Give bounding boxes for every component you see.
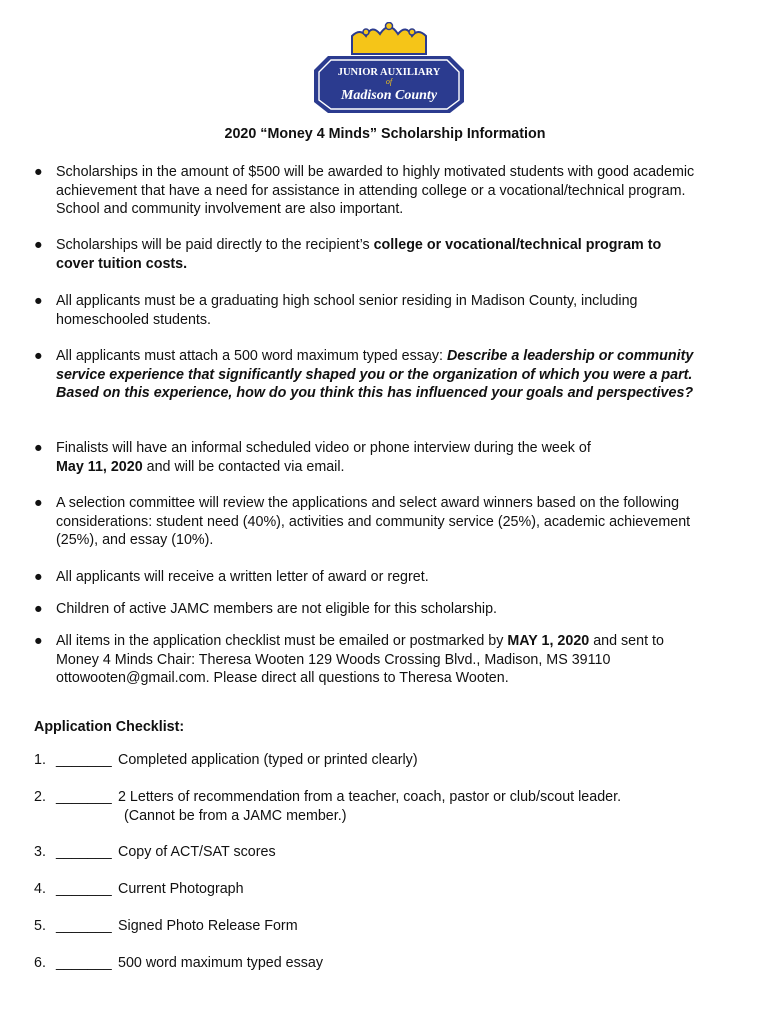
item-blank: _______ (56, 752, 112, 768)
checklist-heading: Application Checklist: (34, 719, 185, 735)
bullet-dot: ● (34, 495, 43, 511)
item-label: 500 word maximum typed essay (118, 955, 324, 971)
logo-line1: JUNIOR AUXILIARY (337, 67, 441, 78)
bullet-dot: ● (34, 348, 43, 364)
item-note: (Cannot be from a JAMC member.) (124, 807, 347, 824)
item-label: Current Photograph (118, 881, 244, 897)
bullet-text: All applicants will receive a written letter of award or regret. (56, 569, 429, 585)
item-blank: _______ (56, 844, 112, 860)
bullet-dot: ● (34, 601, 43, 617)
bullet-dot: ● (34, 633, 43, 649)
item-number: 5. (34, 918, 46, 934)
logo-line3: Madison County (340, 88, 438, 103)
junior-auxiliary-logo (312, 22, 466, 114)
bullet-text: Finalists will have an informal scheduled video or phone interview during the week of May 11, 2020 and will be contacted via email. (56, 440, 591, 475)
item-blank: _______ (56, 789, 112, 805)
item-number: 1. (34, 752, 46, 768)
item-number: 4. (34, 881, 46, 897)
item-number: 2. (34, 789, 46, 805)
item-label: 2 Letters of recommendation from a teacher, coach, pastor or club/scout leader. (118, 789, 622, 805)
item-label: Completed application (typed or printed clearly) (118, 752, 418, 768)
bullet-dot: ● (34, 164, 43, 180)
bullet-text: Scholarships in the amount of $500 will be awarded to highly motivated students with good academic achievement that have a need for assistance in attending college or a vocational/technical program. School and community involvement are also important. (56, 164, 695, 217)
item-blank: _______ (56, 881, 112, 897)
item-blank: _______ (56, 955, 112, 971)
bullet-text: A selection committee will review the applications and select award winners based on the following considerations: student need (40%), activities and community service (25%), academic achievement (25%), and essay (10%). (56, 495, 691, 548)
page-title: 2020 “Money 4 Minds” Scholarship Information (224, 126, 546, 142)
bullet-dot: ● (34, 569, 43, 585)
bullet-text: All applicants must attach a 500 word maximum typed essay: Describe a leadership or community service experience that significantly shaped you or the organization of which you were a part. Based on this experience, how do you think this has influenced your goals and perspectives? (56, 348, 694, 401)
bullet-text: All applicants must be a graduating high school senior residing in Madison County, including homeschooled students. (56, 293, 638, 328)
item-number: 6. (34, 955, 46, 971)
logo-line2: of (385, 77, 393, 86)
bullet-dot: ● (34, 440, 43, 456)
item-blank: _______ (56, 918, 112, 934)
bullet-dot: ● (34, 237, 43, 253)
bullet-dot: ● (34, 293, 43, 309)
item-label: Copy of ACT/SAT scores (118, 844, 276, 860)
bullet-text: All items in the application checklist must be emailed or postmarked by MAY 1, 2020 and sent to Money 4 Minds Chair: Theresa Wooten 129 Woods Crossing Blvd., Madison, MS 39110 ottowooten@gmail.com. Please direct all questions to Theresa Wooten. (56, 633, 664, 686)
bullet-text: Scholarships will be paid directly to the recipient’s college or vocational/technical program to cover tuition costs. (56, 237, 662, 272)
bullet-text: Children of active JAMC members are not eligible for this scholarship. (56, 601, 498, 617)
item-number: 3. (34, 844, 46, 860)
item-label: Signed Photo Release Form (118, 918, 298, 934)
